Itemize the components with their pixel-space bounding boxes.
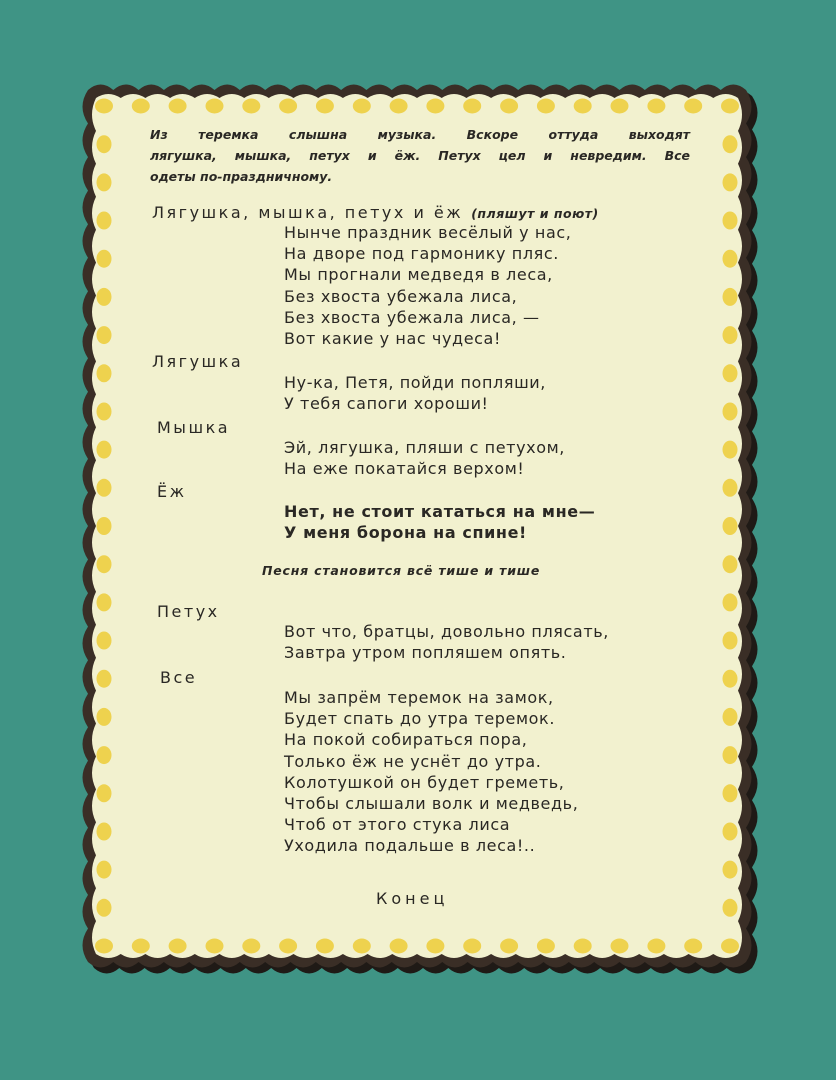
verse-line: У тебя сапоги хороши!	[284, 394, 489, 414]
verse-line: На покой собираться пора,	[284, 730, 528, 750]
verse-line: На дворе под гармонику пляс.	[284, 244, 559, 264]
verse-line: На еже покатайся верхом!	[284, 459, 525, 479]
speaker-label: Лягушка	[152, 352, 244, 371]
verse-line: Уходила подальше в леса!..	[284, 836, 536, 856]
speaker-hedgehog	[157, 482, 187, 501]
speaker-everyone	[160, 668, 197, 687]
verse-line: Завтра утром попляшем опять.	[284, 643, 567, 663]
verse-line: Чтоб от этого стука лиса	[284, 815, 511, 835]
verse-line: Вот что, братцы, довольно плясать,	[284, 622, 609, 641]
verse-all	[284, 222, 571, 349]
speaker-label: Все	[160, 668, 198, 687]
verse-line: Без хвоста убежала лиса, —	[284, 307, 540, 327]
intro-line: одеты по-праздничному.	[150, 169, 333, 184]
speaker-label: Ёж	[157, 482, 187, 501]
verse-mouse	[284, 437, 565, 479]
stage-direction: (пляшут и поют)	[471, 206, 599, 221]
intro-paragraph	[150, 124, 690, 187]
speaker-rooster	[157, 602, 220, 621]
verse-rooster	[284, 621, 609, 663]
verse-line: Мы запрём теремок на замок,	[284, 688, 554, 707]
speaker-label: Лягушка, мышка, петух и ёж	[152, 203, 464, 222]
verse-line: Чтобы слышали волк и медведь,	[284, 794, 579, 814]
verse-line: Ну-ка, Петя, пойди попляши,	[284, 373, 546, 392]
verse-line: Нет, не стоит кататься на мне—	[284, 502, 596, 521]
verse-everyone	[284, 687, 578, 857]
ending-title: Конец	[376, 889, 449, 908]
speaker-frog	[152, 352, 243, 371]
verse-frog	[284, 372, 546, 414]
stage-direction-song: Песня становится всё тише и тише	[262, 563, 541, 578]
verse-line: Мы прогнали медведя в леса,	[284, 265, 553, 285]
verse-line: Будет спать до утра теремок.	[284, 709, 556, 729]
intro-line: Из теремка слышна музыка. Вскоре оттуда выходят	[150, 127, 690, 142]
speaker-mouse	[157, 418, 230, 437]
verse-line: Без хвоста убежала лиса,	[284, 286, 518, 306]
verse-line: Колотушкой он будет греметь,	[284, 772, 565, 792]
speaker-label: Петух	[157, 602, 220, 621]
intro-line: лягушка, мышка, петух и ёж. Петух цел и невредим. Все	[150, 148, 690, 163]
speaker-all	[152, 203, 599, 222]
verse-line: Нынче праздник весёлый у нас,	[284, 223, 572, 242]
verse-line: Эй, лягушка, пляши с петухом,	[284, 438, 565, 457]
verse-line: Вот какие у нас чудеса!	[284, 329, 501, 349]
verse-line: Только ёж не уснёт до утра.	[284, 751, 542, 771]
speaker-label: Мышка	[157, 418, 231, 437]
verse-hedgehog	[284, 501, 595, 543]
verse-line: У меня борона на спине!	[284, 523, 527, 543]
